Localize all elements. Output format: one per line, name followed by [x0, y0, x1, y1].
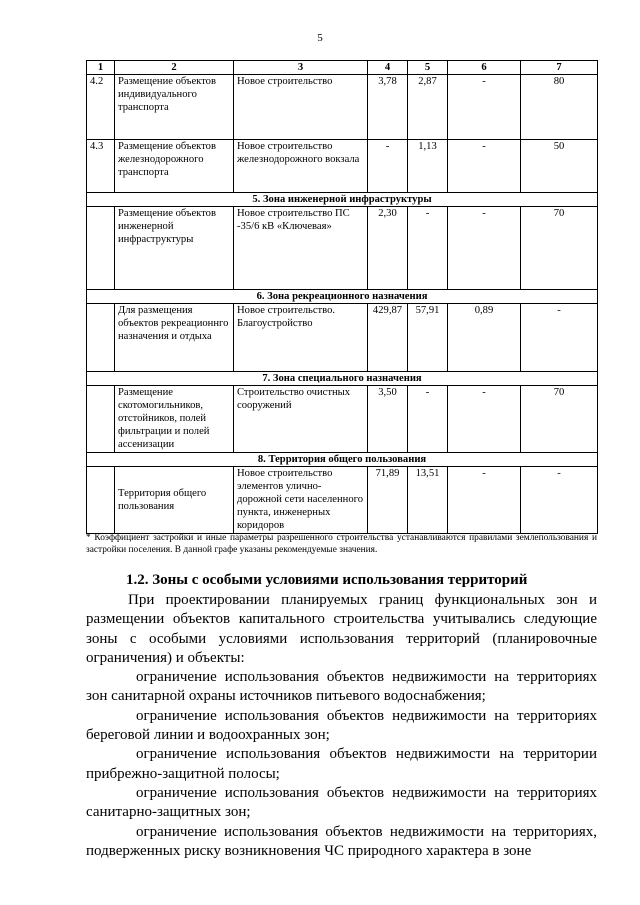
row-number: [87, 304, 115, 372]
row-description: Строительство очистных сооружений: [234, 386, 368, 453]
table-row: [87, 140, 598, 193]
row-value-6: -: [448, 207, 521, 290]
section-row: [87, 193, 598, 207]
row-value-6: -: [448, 140, 521, 193]
column-header: 2: [115, 61, 234, 75]
row-value-7: -: [521, 304, 598, 372]
row-name: Для размещения объектов рекреационнго назначения и отдыха: [115, 304, 234, 372]
row-value-6: 0,89: [448, 304, 521, 372]
row-value-7: 70: [521, 207, 598, 290]
page-number: 5: [317, 32, 323, 44]
row-value-4: -: [368, 140, 408, 193]
row-value-6: -: [448, 75, 521, 140]
row-value-7: -: [521, 467, 598, 534]
row-value-5: 13,51: [408, 467, 448, 534]
paragraph: ограничение использования объектов недвижимости на территориях зон санитарной охраны источников питьевого водоснабжения;: [86, 669, 597, 705]
table-row: [87, 75, 598, 140]
column-header: 5: [408, 61, 448, 75]
row-value-4: 2,30: [368, 207, 408, 290]
row-value-5: -: [408, 386, 448, 453]
table-row: [87, 304, 598, 372]
row-value-4: 71,89: [368, 467, 408, 534]
paragraph: При проектировании планируемых границ функциональных зон и размещении объектов капитального строительства учитывались следующие зоны с особыми условиями использования территорий (планировочные ограничения) и объекты:: [86, 592, 597, 666]
section-row: [87, 372, 598, 386]
row-value-7: 80: [521, 75, 598, 140]
section-row: [87, 290, 598, 304]
table-row: [87, 467, 598, 534]
row-description: Новое строительство элементов улично-дорожной сети населенного пункта, инженерных коридоров: [234, 467, 368, 534]
row-name: Размещение объектов инженерной инфраструктуры: [115, 207, 234, 290]
paragraph: ограничение использования объектов недвижимости на территориях, подверженных риску возникновения ЧС природного характера в зоне: [86, 823, 597, 859]
column-header: 6: [448, 61, 521, 75]
column-header: 3: [234, 61, 368, 75]
row-description: Новое строительство. Благоустройство: [234, 304, 368, 372]
row-number: [87, 467, 115, 534]
section-title: 8. Территория общего пользования: [87, 453, 598, 467]
table-footnote: * Коэффициент застройки и иные параметры разрешенного строительства устанавливаются правилами землепользования и застройки поселения. В данной графе указаны рекомендуемые значения.: [86, 533, 597, 555]
row-value-6: -: [448, 386, 521, 453]
row-number: 4.2: [87, 75, 115, 140]
column-header: 7: [521, 61, 598, 75]
row-value-4: 3,78: [368, 75, 408, 140]
row-value-6: -: [448, 467, 521, 534]
section-title: 6. Зона рекреационного назначения: [87, 290, 598, 304]
paragraph: ограничение использования объектов недвижимости на территориях береговой линии и водоохранных зон;: [86, 707, 597, 744]
table-row: [87, 207, 598, 290]
body-text: [86, 591, 597, 861]
row-name: Размещение объектов железнодорожного транспорта: [115, 140, 234, 193]
row-description: Новое строительство: [234, 75, 368, 140]
row-number: [87, 207, 115, 290]
section-title: 5. Зона инженерной инфраструктуры: [87, 193, 598, 207]
table-row: [87, 386, 598, 453]
zones-table: [86, 60, 598, 534]
row-name: Территория общего пользования: [115, 467, 234, 534]
section-heading: 1.2. Зоны с особыми условиями использования территорий: [126, 572, 528, 588]
paragraph: ограничение использования объектов недвижимости на территории прибрежно-защитной полосы;: [86, 746, 597, 782]
row-name: Размещение объектов индивидуального транспорта: [115, 75, 234, 140]
row-value-4: 3,50: [368, 386, 408, 453]
row-value-5: 57,91: [408, 304, 448, 372]
table-header-row: [87, 61, 598, 75]
section-row: [87, 453, 598, 467]
row-description: Новое строительство ПС -35/6 кВ «Ключевая»: [234, 207, 368, 290]
row-value-7: 70: [521, 386, 598, 453]
column-header: 1: [87, 61, 115, 75]
section-title: 7. Зона специального назначения: [87, 372, 598, 386]
row-value-5: 1,13: [408, 140, 448, 193]
row-value-5: -: [408, 207, 448, 290]
row-number: 4.3: [87, 140, 115, 193]
row-name: Размещение скотомогильников, отстойников, полей фильтрации и полей ассенизации: [115, 386, 234, 453]
row-description: Новое строительство железнодорожного вокзала: [234, 140, 368, 193]
column-header: 4: [368, 61, 408, 75]
paragraph: ограничение использования объектов недвижимости на территориях санитарно-защитных зон;: [86, 784, 597, 821]
row-value-7: 50: [521, 140, 598, 193]
row-value-4: 429,87: [368, 304, 408, 372]
row-value-5: 2,87: [408, 75, 448, 140]
row-number: [87, 386, 115, 453]
